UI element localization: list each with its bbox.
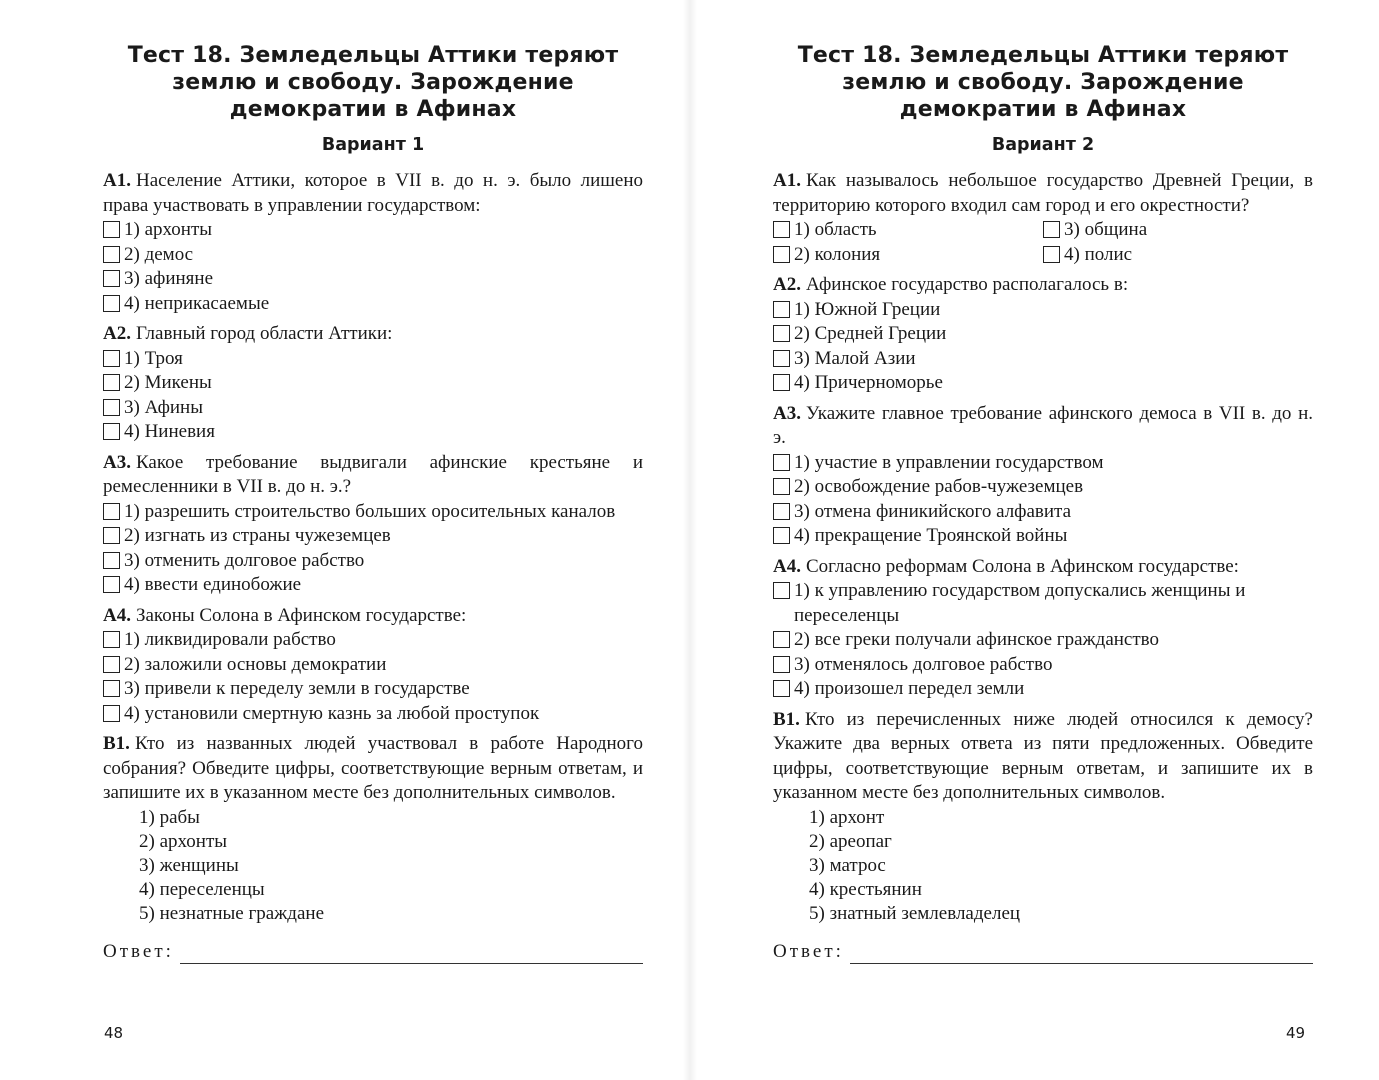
- answer-checkbox[interactable]: [773, 527, 790, 544]
- numbered-option[interactable]: 3) женщины: [139, 854, 239, 876]
- option-label: 4) ввести единобожие: [124, 574, 302, 595]
- option-grid: [773, 218, 1313, 267]
- question-a4: [103, 604, 643, 727]
- page-number: 49: [1286, 1024, 1306, 1042]
- question-number: А1.: [773, 170, 801, 191]
- answer-checkbox[interactable]: [103, 631, 120, 648]
- title-line: демократии в Афинах: [899, 97, 1187, 122]
- option-row: [773, 451, 1313, 476]
- numbered-option[interactable]: 4) крестьянин: [809, 878, 922, 900]
- option-row: [103, 243, 643, 268]
- question-text: [103, 451, 643, 500]
- question-b1: [103, 732, 643, 926]
- title-line: Тест 18. Земледельцы Аттики теряют: [127, 43, 619, 68]
- option-row: [103, 292, 643, 317]
- answer-field[interactable]: [850, 945, 1313, 964]
- option-label: 4) Ниневия: [124, 421, 215, 442]
- question-text: [773, 273, 1313, 298]
- answer-checkbox[interactable]: [103, 221, 120, 238]
- numbered-option[interactable]: 1) рабы: [139, 806, 200, 828]
- answer-checkbox[interactable]: [103, 246, 120, 263]
- option-row: [773, 243, 1043, 268]
- answer-checkbox[interactable]: [773, 680, 790, 697]
- question-number: А1.: [103, 170, 131, 191]
- question-body: Кто из названных людей участвовал в работе Народного собрания? Обведите цифры, соответствующие верным ответам, и запишите их в указанном месте без дополнительных символов.: [103, 733, 643, 803]
- answer-checkbox[interactable]: [773, 478, 790, 495]
- option-row: [103, 573, 643, 598]
- question-body: Укажите главное требование афинского демоса в VII в. до н. э.: [773, 402, 1313, 448]
- question-a1: [773, 169, 1313, 267]
- answer-checkbox[interactable]: [103, 350, 120, 367]
- numbered-option[interactable]: 3) матрос: [809, 854, 886, 876]
- option-label: 3) отменялось долговое рабство: [794, 653, 1053, 675]
- option-row: [773, 628, 1313, 653]
- answer-checkbox[interactable]: [773, 582, 790, 599]
- option-label: 1) Южной Греции: [794, 298, 941, 320]
- option-label: 1) к управлению государством допускались женщины и переселенцы: [794, 580, 1246, 626]
- numbered-option[interactable]: 5) знатный землевладелец: [809, 902, 1021, 924]
- question-number: В1.: [773, 708, 800, 730]
- option-row: [1043, 218, 1313, 243]
- option-row: [773, 677, 1313, 702]
- option-label: 2) демос: [124, 243, 194, 265]
- numbered-option[interactable]: 2) архонты: [139, 830, 228, 852]
- option-label: 3) привели к переделу земли в государстве: [124, 678, 470, 699]
- question-body: Афинское государство располагалось в:: [805, 274, 1129, 295]
- title-line: землю и свободу. Зарождение: [172, 70, 574, 95]
- option-label: 4) полис: [1064, 243, 1133, 265]
- question-number: А4.: [773, 555, 801, 577]
- option-row: [103, 371, 643, 396]
- option-label: 1) участие в управлении государством: [794, 451, 1104, 473]
- page-number: 48: [104, 1024, 124, 1042]
- option-row: [773, 347, 1313, 372]
- question-text: [103, 732, 643, 806]
- option-label: 1) Троя: [124, 347, 183, 369]
- answer-checkbox[interactable]: [1043, 221, 1060, 238]
- option-label: 1) ликвидировали рабство: [124, 629, 336, 650]
- answer-checkbox[interactable]: [103, 374, 120, 391]
- option-row: [103, 267, 643, 292]
- option-row: [103, 218, 643, 243]
- answer-checkbox[interactable]: [773, 246, 790, 263]
- variant-heading: Вариант 2: [991, 135, 1095, 155]
- option-row: [773, 371, 1313, 396]
- option-label: 4) произошел передел земли: [794, 678, 1025, 699]
- option-label: 1) архонты: [124, 219, 213, 240]
- option-label: 4) Причерноморье: [794, 372, 943, 393]
- option-row: [103, 347, 643, 372]
- option-label: 2) колония: [794, 243, 881, 265]
- numbered-option[interactable]: 2) ареопаг: [809, 830, 892, 852]
- answer-field[interactable]: [180, 945, 643, 964]
- answer-checkbox[interactable]: [103, 680, 120, 697]
- answer-checkbox[interactable]: [103, 295, 120, 312]
- question-text: [773, 402, 1313, 451]
- option-row: [1043, 243, 1313, 268]
- answer-checkbox[interactable]: [1043, 246, 1060, 263]
- option-row: [773, 500, 1313, 525]
- answer-checkbox[interactable]: [773, 350, 790, 367]
- page-right-content: [773, 42, 1313, 964]
- answer-checkbox[interactable]: [773, 503, 790, 520]
- option-row: [773, 653, 1313, 678]
- question-text: [773, 169, 1313, 218]
- question-text: [103, 322, 643, 347]
- option-row: [103, 549, 643, 574]
- question-body: Кто из перечисленных ниже людей относился к демосу? Укажите два верных ответа из пяти предложенных. Обведите цифры, соответствующие верным ответам, и запишите их в указанном месте без дополнительных символов.: [773, 708, 1313, 803]
- question-b1: [773, 708, 1313, 926]
- question-number: В1.: [103, 733, 130, 754]
- title-line: демократии в Афинах: [229, 97, 517, 122]
- option-label: 2) Средней Греции: [794, 323, 947, 344]
- question-a3: [103, 451, 643, 598]
- numbered-option[interactable]: 4) переселенцы: [139, 878, 265, 900]
- option-label: 2) изгнать из страны чужеземцев: [124, 525, 391, 546]
- question-a1: [103, 169, 643, 316]
- question-number: А2.: [773, 274, 801, 295]
- option-row: [103, 524, 643, 549]
- option-label: 1) область: [794, 219, 877, 240]
- option-row: [773, 218, 1043, 243]
- option-row: [103, 500, 643, 525]
- option-label: 2) Микены: [124, 372, 212, 393]
- title-line: землю и свободу. Зарождение: [842, 70, 1244, 95]
- option-row: [773, 322, 1313, 347]
- option-row: [773, 298, 1313, 323]
- option-label: 4) неприкасаемые: [124, 292, 270, 314]
- question-number: А3.: [103, 451, 131, 473]
- question-body: Как называлось небольшое государство Древней Греции, в территорию которого входил сам город и его окрестности?: [773, 170, 1313, 216]
- answer-checkbox[interactable]: [773, 221, 790, 238]
- answer-checkbox[interactable]: [103, 527, 120, 544]
- option-label: 3) отмена финикийского алфавита: [794, 500, 1072, 522]
- option-label: 3) Афины: [124, 396, 203, 418]
- question-number: А2.: [103, 323, 131, 344]
- option-row: [103, 628, 643, 653]
- option-label: 2) заложили основы демократии: [124, 653, 387, 675]
- question-a3: [773, 402, 1313, 549]
- question-text: [773, 708, 1313, 806]
- variant-heading: Вариант 1: [321, 135, 425, 155]
- question-text: [103, 169, 643, 218]
- option-row: [773, 524, 1313, 549]
- page-left-content: [103, 42, 643, 964]
- question-a2: [103, 322, 643, 445]
- question-a2: [773, 273, 1313, 396]
- question-body: Главный город области Аттики:: [135, 323, 393, 344]
- answer-checkbox[interactable]: [773, 656, 790, 673]
- question-text: [103, 604, 643, 629]
- numbered-option[interactable]: 1) архонт: [809, 806, 885, 828]
- answer-checkbox[interactable]: [773, 631, 790, 648]
- answer-checkbox[interactable]: [103, 423, 120, 440]
- option-row: [103, 653, 643, 678]
- question-text: [773, 555, 1313, 580]
- question-body: Согласно реформам Солона в Афинском государстве:: [805, 555, 1239, 577]
- option-row: [103, 677, 643, 702]
- question-number: А4.: [103, 604, 131, 626]
- answer-checkbox[interactable]: [773, 325, 790, 342]
- answer-checkbox[interactable]: [773, 454, 790, 471]
- option-label: 4) установили смертную казнь за любой проступок: [124, 702, 540, 724]
- answer-checkbox[interactable]: [103, 270, 120, 287]
- answer-row: [773, 940, 1313, 964]
- option-label: 3) община: [1064, 219, 1148, 240]
- option-label: 3) отменить долговое рабство: [124, 549, 365, 571]
- answer-checkbox[interactable]: [103, 656, 120, 673]
- answer-checkbox[interactable]: [103, 399, 120, 416]
- test-title: [773, 42, 1313, 123]
- option-row: [103, 396, 643, 421]
- option-row: [773, 579, 1313, 628]
- option-label: 2) освобождение рабов-чужеземцев: [794, 476, 1084, 497]
- test-title: [103, 42, 643, 123]
- option-row: [103, 420, 643, 445]
- answer-checkbox[interactable]: [103, 705, 120, 722]
- answer-checkbox[interactable]: [773, 374, 790, 391]
- question-a4: [773, 555, 1313, 702]
- page-right: [690, 0, 1379, 1080]
- option-label: 3) Малой Азии: [794, 347, 916, 369]
- answer-checkbox[interactable]: [773, 301, 790, 318]
- question-body: Население Аттики, которое в VII в. до н. э. было лишено права участвовать в управлении государством:: [103, 170, 643, 216]
- answer-checkbox[interactable]: [103, 576, 120, 593]
- option-label: 3) афиняне: [124, 268, 213, 289]
- question-body: Какое требование выдвигали афинские крестьяне и ремесленники в VII в. до н. э.?: [103, 451, 643, 497]
- title-line: Тест 18. Земледельцы Аттики теряют: [797, 43, 1289, 68]
- option-row: [103, 702, 643, 727]
- answer-label: Ответ:: [103, 940, 174, 962]
- answer-checkbox[interactable]: [103, 552, 120, 569]
- option-label: 1) разрешить строительство больших оросительных каналов: [124, 500, 616, 522]
- answer-label: Ответ:: [773, 940, 844, 962]
- question-body: Законы Солона в Афинском государстве:: [135, 604, 467, 626]
- answer-checkbox[interactable]: [103, 503, 120, 520]
- option-label: 2) все греки получали афинское гражданство: [794, 629, 1160, 650]
- numbered-option[interactable]: 5) незнатные граждане: [139, 902, 324, 924]
- option-label: 4) прекращение Троянской войны: [794, 525, 1068, 546]
- question-number: А3.: [773, 402, 801, 424]
- answer-row: [103, 940, 643, 964]
- option-row: [773, 475, 1313, 500]
